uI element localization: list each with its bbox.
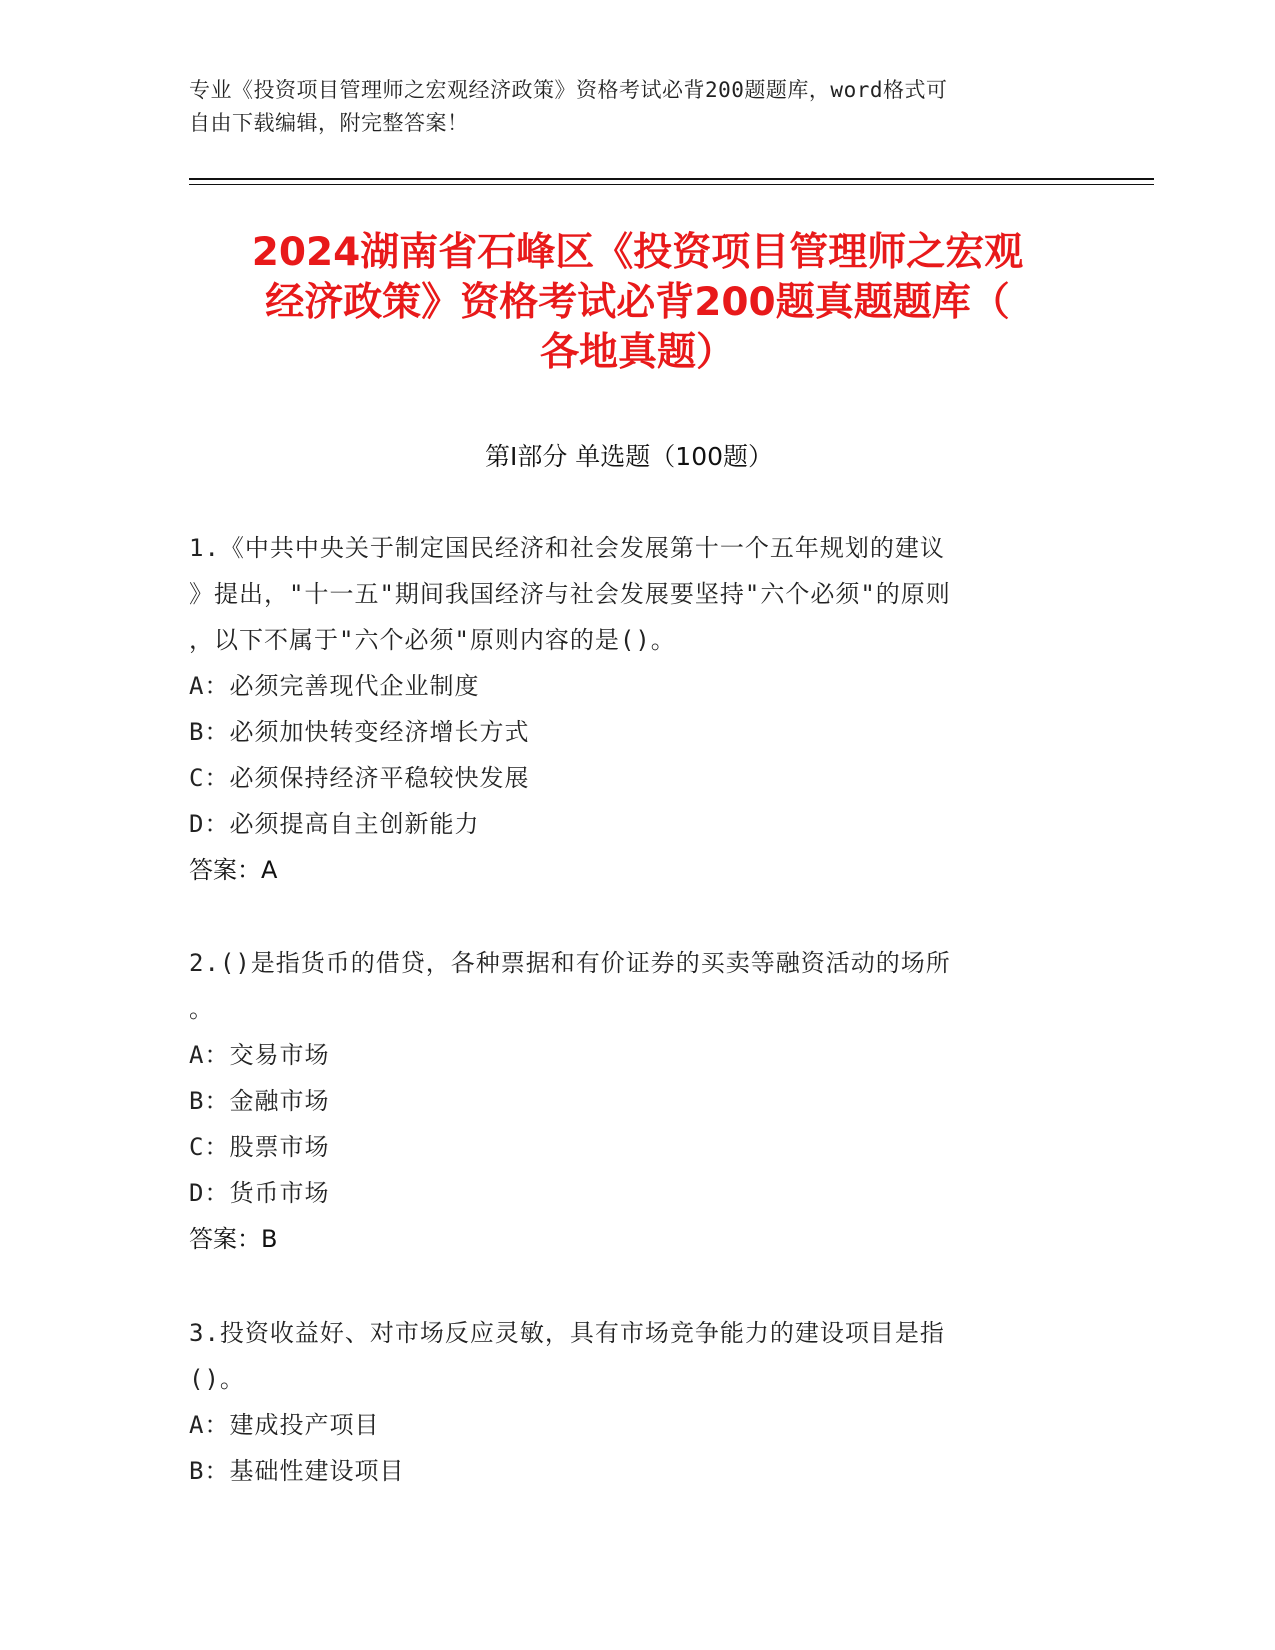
question-stem-line: ()。 [189,1365,245,1393]
section-heading: 第I部分 单选题（100题） [484,442,774,471]
option-b: B：金融市场 [189,1087,330,1115]
answer-line: 答案：B [189,1225,278,1253]
question-block [189,1310,1059,1494]
question-stem-line: 3.投资收益好、对市场反应灵敏，具有市场竞争能力的建设项目是指 [189,1319,945,1347]
question-stem-line: 》提出，"十一五"期间我国经济与社会发展要坚持"六个必须"的原则 [189,580,951,608]
option-a: A：交易市场 [189,1041,330,1069]
question-stem-line: 2.()是指货币的借贷，各种票据和有价证券的买卖等融资活动的场所 [189,949,951,977]
option-d: D：货币市场 [189,1179,330,1207]
question-stem-line: 。 [189,995,214,1023]
question-block [189,940,1059,1262]
document-title [180,228,1095,378]
question-block [189,525,1059,893]
page-header [189,74,1069,140]
question-stem-line: 1.《中共中央关于制定国民经济和社会发展第十一个五年规划的建议 [189,534,945,562]
header-line: 自由下载编辑，附完整答案！ [189,111,469,135]
question-stem-line: ，以下不属于"六个必须"原则内容的是()。 [189,626,676,654]
option-a: A：必须完善现代企业制度 [189,672,480,700]
answer-line: 答案：A [189,856,278,884]
title-line: 2024湖南省石峰区《投资项目管理师之宏观 [251,230,1024,275]
header-line: 专业《投资项目管理师之宏观经济政策》资格考试必背200题题库，word格式可 [189,78,948,102]
option-a: A：建成投产项目 [189,1411,380,1439]
option-c: C：必须保持经济平稳较快发展 [189,764,530,792]
title-line: 各地真题） [539,330,735,375]
option-b: B：必须加快转变经济增长方式 [189,718,530,746]
title-line: 经济政策》资格考试必背200题真题题库（ [265,280,1010,325]
option-b: B：基础性建设项目 [189,1457,405,1485]
option-c: C：股票市场 [189,1133,330,1161]
header-divider-thin [189,184,1154,185]
option-d: D：必须提高自主创新能力 [189,810,480,838]
header-divider [189,178,1154,180]
